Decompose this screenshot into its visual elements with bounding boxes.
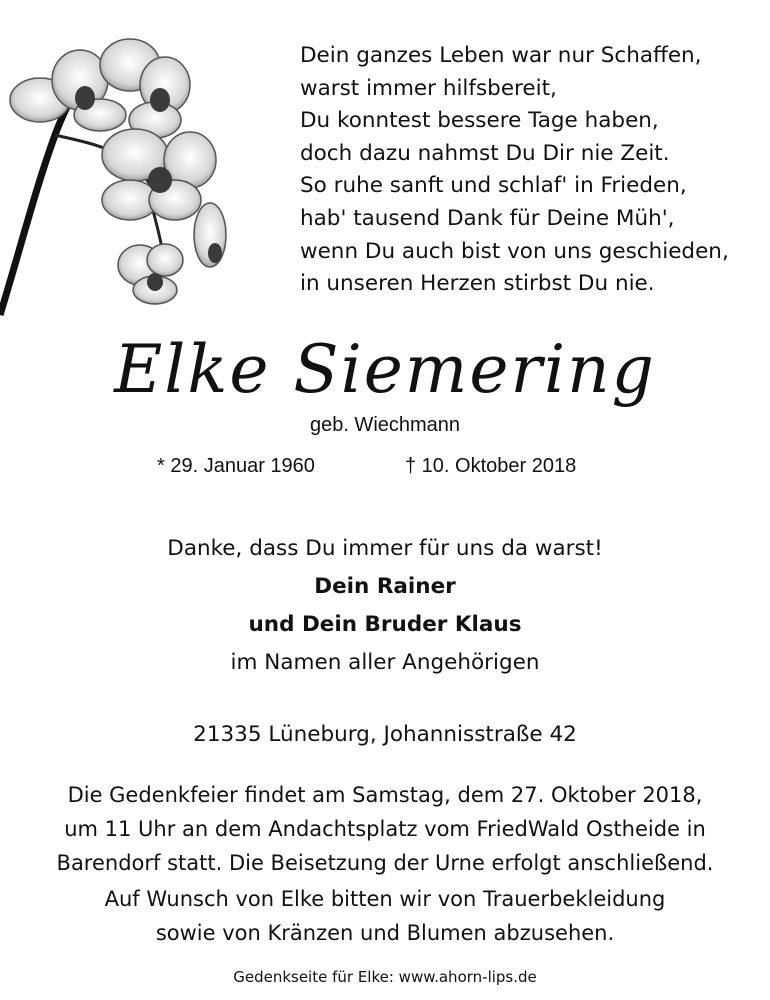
mourner-name: Dein Rainer [314, 574, 456, 599]
death-date: † 10. Oktober 2018 [405, 455, 577, 477]
ceremony-line: Die Gedenkfeier findet am Samstag, dem 27. Oktober 2018, [67, 783, 703, 807]
poem-line: in unseren Herzen stirbst Du nie. [300, 271, 655, 297]
relatives-line: im Namen aller Angehörigen [230, 650, 540, 675]
birth-name: geb. Wiechmann [309, 414, 461, 436]
birth-date: * 29. Januar 1960 [157, 455, 315, 477]
poem-line: hab' tausend Dank für Deine Müh', [300, 205, 675, 231]
orchid-image [0, 20, 240, 320]
mourner-name: und Dein Bruder Klaus [248, 612, 522, 637]
poem-line: So ruhe sanft und schlaf' in Frieden, [300, 173, 687, 199]
ceremony-line: um 11 Uhr an dem Andachtsplatz vom FriedWald Ostheide in [64, 817, 706, 841]
thanks-block [0, 530, 770, 682]
wish-info [0, 882, 770, 950]
deceased-name: Elke Siemering [114, 331, 656, 408]
poem-line: Du konntest bessere Tage haben, [300, 108, 659, 134]
poem [300, 40, 760, 301]
ceremony-line: Barendorf statt. Die Beisetzung der Urne erfolgt anschließend. [56, 851, 714, 875]
poem-line: doch dazu nahmst Du Dir nie Zeit. [300, 140, 670, 166]
poem-line: wenn Du auch bist von uns geschieden, [300, 238, 729, 264]
wish-line: sowie von Kränzen und Blumen abzusehen. [155, 921, 615, 945]
thanks-line: Danke, dass Du immer für uns da warst! [167, 536, 603, 561]
address: 21335 Lüneburg, Johannisstraße 42 [193, 722, 577, 747]
poem-line: warst immer hilfsbereit, [300, 75, 557, 101]
memorial-page-link[interactable]: Gedenkseite für Elke: www.ahorn-lips.de [233, 968, 537, 986]
ceremony-info [0, 778, 770, 880]
wish-line: Auf Wunsch von Elke bitten wir von Trauerbekleidung [104, 887, 666, 911]
poem-line: Dein ganzes Leben war nur Schaffen, [300, 43, 702, 68]
